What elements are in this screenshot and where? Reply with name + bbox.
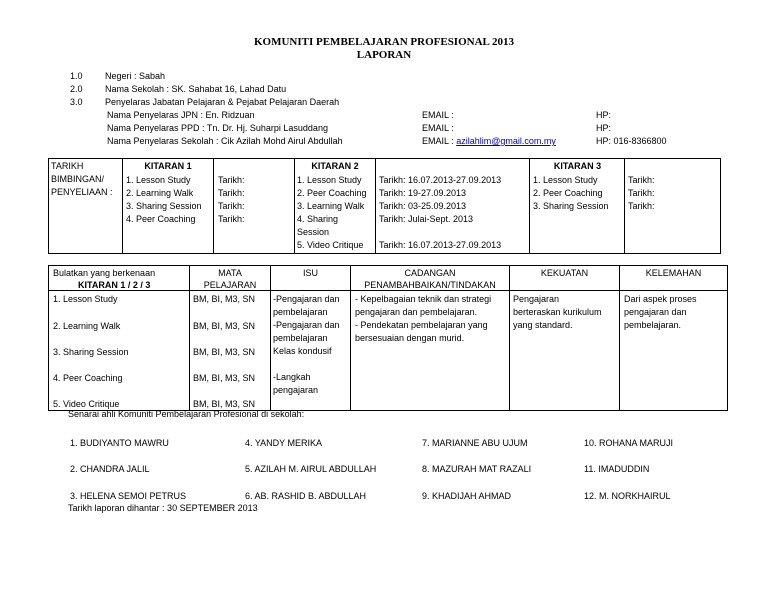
t2-isu-line: pembelajaran bbox=[273, 333, 328, 343]
k2-item: 1. Lesson Study bbox=[297, 175, 362, 185]
t2-activity: 1. Lesson Study bbox=[53, 294, 118, 304]
t2-border-right bbox=[727, 265, 728, 411]
t1-border-top bbox=[48, 158, 721, 159]
k1-item: 2. Learning Walk bbox=[126, 188, 194, 198]
t2-header-cadangan: CADANGAN bbox=[404, 268, 456, 278]
member-name: 3. HELENA SEMOI PETRUS bbox=[70, 491, 187, 501]
k1-item: 4. Peer Coaching bbox=[126, 214, 196, 224]
k2-date: Tarikh: 03-25.09.2013 bbox=[379, 201, 467, 211]
t1-label: TARIKH bbox=[51, 161, 84, 171]
t2-subject: BM, BI, M3, SN bbox=[193, 347, 256, 357]
member-name: 9. KHADIJAH AHMAD bbox=[422, 491, 512, 501]
t2-isu-line: -Pengajaran dan bbox=[273, 294, 340, 304]
t2-border-top bbox=[48, 265, 728, 266]
t1-label: PENYELIAAN : bbox=[51, 187, 113, 197]
t2-header-isu: ISU bbox=[302, 268, 318, 278]
k2-item: Session bbox=[297, 227, 330, 237]
info-nama-sekolah: Nama Sekolah : SK. Sahabat 16, Lahad Datu bbox=[105, 84, 287, 94]
email-label-2: EMAIL : bbox=[422, 123, 454, 133]
t2-activity: 5. Video Critique bbox=[53, 399, 120, 409]
info-penyelaras: Penyelaras Jabatan Pelajaran & Pejabat Pelajaran Daerah bbox=[105, 97, 340, 107]
k1-date: Tarikh: bbox=[218, 214, 245, 224]
t2-kekuatan-line: yang standard. bbox=[513, 320, 573, 330]
member-name: 7. MARIANNE ABU UJUM bbox=[422, 438, 528, 448]
t1-divider bbox=[122, 158, 123, 254]
k2-item: 4. Sharing bbox=[297, 214, 339, 224]
member-name: 11. IMADUDDIN bbox=[584, 464, 650, 474]
k3-item: 2. Peer Coaching bbox=[533, 188, 603, 198]
t2-header-kekuatan: KEKUATAN bbox=[540, 268, 589, 278]
kitaran-2-heading: KITARAN 2 bbox=[311, 161, 359, 171]
hp-label-2: HP: bbox=[596, 123, 612, 133]
member-name: 5. AZILAH M. AIRUL ABDULLAH bbox=[245, 464, 377, 474]
t2-divider bbox=[270, 265, 271, 411]
t2-isu-line: pembelajaran bbox=[273, 307, 328, 317]
t2-isu-line: Kelas kondusif bbox=[273, 346, 332, 356]
t1-divider bbox=[294, 158, 295, 254]
t2-cadangan-line: pengajaran dan pembelajaran. bbox=[355, 307, 478, 317]
info-penyelaras-sekolah: Nama Penyelaras Sekolah : Cik Azilah Mohd Airul Abdullah bbox=[107, 136, 343, 146]
k3-item: 1. Lesson Study bbox=[533, 175, 598, 185]
t2-activity: 4. Peer Coaching bbox=[53, 373, 123, 383]
t1-border-bottom bbox=[48, 253, 721, 254]
t2-cadangan-line: - Kepelbagaian teknik dan strategi bbox=[355, 294, 492, 304]
kitaran-1-heading: KITARAN 1 bbox=[144, 161, 192, 171]
t2-divider bbox=[619, 265, 620, 411]
hp-label-1: HP: bbox=[596, 110, 612, 120]
info-num-3: 3.0 bbox=[70, 97, 83, 107]
t1-label: BIMBINGAN/ bbox=[51, 174, 105, 184]
t2-subject: BM, BI, M3, SN bbox=[193, 321, 256, 331]
k1-date: Tarikh: bbox=[218, 175, 245, 185]
k2-item: 3. Learning Walk bbox=[297, 201, 365, 211]
k3-date: Tarikh: bbox=[628, 201, 655, 211]
k2-item: 5. Video Critique bbox=[297, 240, 364, 250]
member-name: 6. AB. RASHID B. ABDULLAH bbox=[245, 491, 367, 501]
t2-header-mata: MATA bbox=[218, 268, 242, 278]
t2-cadangan-line: - Pendekatan pembelajaran yang bbox=[355, 320, 488, 330]
t2-kelemahan-line: pengajaran dan bbox=[624, 307, 687, 317]
k2-item: 2. Peer Coaching bbox=[297, 188, 367, 198]
t2-isu-line: pengajaran bbox=[273, 385, 319, 395]
t2-subject: BM, BI, M3, SN bbox=[193, 399, 256, 409]
t2-activity: 3. Sharing Session bbox=[53, 347, 129, 357]
k3-date: Tarikh: bbox=[628, 175, 655, 185]
k2-date: Tarikh: 16.07.2013-27.09.2013 bbox=[379, 240, 502, 250]
t2-header-pelajaran: PELAJARAN bbox=[203, 280, 257, 290]
k1-date: Tarikh: bbox=[218, 201, 245, 211]
info-negeri: Negeri : Sabah bbox=[105, 71, 166, 81]
info-penyelaras-jpn: Nama Penyelaras JPN : En. Ridzuan bbox=[107, 110, 255, 120]
t1-divider bbox=[624, 158, 625, 254]
document-title: KOMUNITI PEMBELAJARAN PROFESIONAL 2013 bbox=[253, 36, 515, 48]
k2-date: Tarikh: Julai-Sept. 2013 bbox=[379, 214, 474, 224]
member-name: 10. ROHANA MARUJI bbox=[584, 438, 674, 448]
email-label-3 bbox=[422, 136, 556, 147]
t2-header-bulatkan: Bulatkan yang berkenaan bbox=[53, 268, 156, 278]
k1-item: 3. Sharing Session bbox=[126, 201, 202, 211]
t1-border-left bbox=[48, 158, 49, 254]
info-num-1: 1.0 bbox=[70, 71, 83, 81]
t2-divider bbox=[509, 265, 510, 411]
t2-subject: BM, BI, M3, SN bbox=[193, 294, 256, 304]
t2-activity: 2. Learning Walk bbox=[53, 321, 121, 331]
k1-item: 1. Lesson Study bbox=[126, 175, 191, 185]
document-subtitle: LAPORAN bbox=[356, 49, 412, 61]
members-heading: Senarai ahli Komuniti Pembelajaran Profesional di sekolah: bbox=[68, 409, 305, 419]
email-link[interactable]: azilahlim@gmail.com.my bbox=[456, 136, 556, 146]
t2-header-kelemahan: KELEMAHAN bbox=[645, 268, 702, 278]
t1-divider bbox=[213, 158, 214, 254]
report-date: Tarikh laporan dihantar : 30 SEPTEMBER 2013 bbox=[68, 503, 258, 513]
member-name: 8. MAZURAH MAT RAZALI bbox=[422, 464, 532, 474]
email-label-3-text: EMAIL : bbox=[422, 136, 454, 146]
member-name: 2. CHANDRA JALIL bbox=[70, 464, 150, 474]
t2-border-left bbox=[48, 265, 49, 411]
email-label-1: EMAIL : bbox=[422, 110, 454, 120]
kitaran-3-heading: KITARAN 3 bbox=[553, 161, 602, 171]
info-penyelaras-ppd: Nama Penyelaras PPD : Tn. Dr. Hj. Suharpi Lasuddang bbox=[107, 123, 328, 133]
t2-isu-line: -Langkah bbox=[273, 372, 311, 382]
k2-date: Tarikh: 19-27.09.2013 bbox=[379, 188, 467, 198]
info-num-2: 2.0 bbox=[70, 84, 83, 94]
k3-item: 3. Sharing Session bbox=[533, 201, 609, 211]
t2-kekuatan-line: Pengajaran bbox=[513, 294, 560, 304]
t2-cadangan-line: bersesuaian dengan murid. bbox=[355, 333, 465, 343]
k2-date: Tarikh: 16.07.2013-27.09.2013 bbox=[379, 175, 502, 185]
k3-date: Tarikh: bbox=[628, 188, 655, 198]
t2-kelemahan-line: pembelajaran. bbox=[624, 320, 682, 330]
t1-border-right bbox=[720, 158, 721, 254]
member-name: 1. BUDIYANTO MAWRU bbox=[70, 438, 169, 448]
t2-subject: BM, BI, M3, SN bbox=[193, 373, 256, 383]
member-name: 4. YANDY MERIKA bbox=[245, 438, 323, 448]
t2-header-penambahbaikan: PENAMBAHBAIKAN/TINDAKAN bbox=[364, 280, 496, 290]
t1-divider bbox=[375, 158, 376, 254]
t2-kekuatan-line: berteraskan kurikulum bbox=[513, 307, 602, 317]
t2-isu-line: -Pengajaran dan bbox=[273, 320, 340, 330]
t1-divider bbox=[529, 158, 530, 254]
k1-date: Tarikh: bbox=[218, 188, 245, 198]
member-name: 12. M. NORKHAIRUL bbox=[584, 491, 671, 501]
t2-kelemahan-line: Dari aspek proses bbox=[624, 294, 697, 304]
hp-label-3: HP: 016-8366800 bbox=[596, 136, 667, 146]
t2-header-kitaran: KITARAN 1 / 2 / 3 bbox=[78, 280, 151, 290]
